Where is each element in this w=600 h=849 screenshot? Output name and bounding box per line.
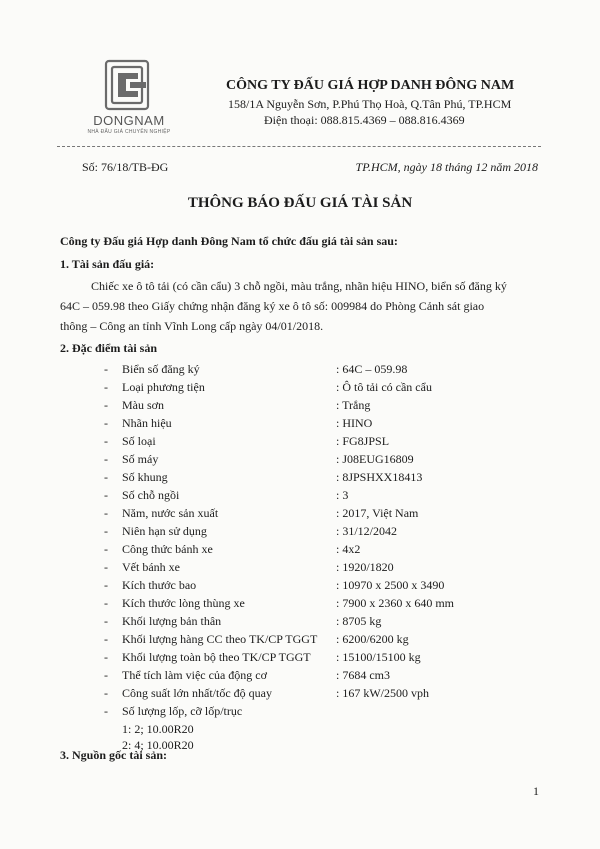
spec-label: Số máy — [122, 452, 159, 466]
spec-bullet: - — [104, 704, 108, 718]
logo-name: DONGNAM — [93, 113, 165, 128]
spec-bullet: - — [104, 668, 108, 682]
spec-bullet: - — [104, 506, 108, 520]
spec-value: : 3 — [336, 488, 349, 502]
spec-label: Kích thước lòng thùng xe — [122, 596, 245, 610]
spec-row — [0, 432, 600, 450]
spec-value: : 10970 x 2500 x 3490 — [336, 578, 445, 592]
header-divider — [57, 146, 541, 147]
spec-bullet: - — [104, 524, 108, 538]
spec-value: : Trắng — [336, 398, 371, 412]
asset-description-line: thông – Công an tỉnh Vĩnh Long cấp ngày 04/01/2018. — [60, 319, 324, 333]
spec-label: Nhãn hiệu — [122, 416, 172, 430]
spec-value: : 167 kW/2500 vph — [336, 686, 429, 700]
spec-value: : 64C – 059.98 — [336, 362, 408, 376]
spec-bullet: - — [104, 542, 108, 556]
spec-value: : HINO — [336, 416, 373, 430]
spec-label: Loại phương tiện — [122, 380, 205, 394]
spec-bullet: - — [104, 686, 108, 700]
spec-value: : 2017, Việt Nam — [336, 506, 419, 520]
spec-row — [0, 702, 600, 720]
spec-row — [0, 594, 600, 612]
spec-label: Niên hạn sử dụng — [122, 524, 207, 538]
spec-label: Công thức bánh xe — [122, 542, 213, 556]
spec-row — [0, 414, 600, 432]
spec-bullet: - — [104, 452, 108, 466]
spec-value: : 8JPSHXX18413 — [336, 470, 423, 484]
spec-bullet: - — [104, 650, 108, 664]
spec-value: : FG8JPSL — [336, 434, 390, 448]
spec-row — [0, 522, 600, 540]
spec-label: Màu sơn — [122, 398, 165, 412]
spec-label: Vết bánh xe — [122, 560, 180, 574]
spec-bullet: - — [104, 416, 108, 430]
spec-row — [0, 684, 600, 702]
asset-description-line: Chiếc xe ô tô tải (có cần cẩu) 3 chỗ ngồi, màu trắng, nhãn hiệu HINO, biển số đăng ký — [91, 279, 507, 293]
spec-value: : Ô tô tải có cần cẩu — [336, 380, 432, 394]
spec-bullet: - — [104, 434, 108, 448]
spec-label: Biển số đăng ký — [122, 362, 200, 376]
spec-row — [0, 612, 600, 630]
section-3-heading: 3. Nguồn gốc tài sản: — [60, 748, 168, 762]
spec-row — [0, 648, 600, 666]
spec-bullet: - — [104, 488, 108, 502]
spec-row — [0, 540, 600, 558]
spec-label: Số lượng lốp, cỡ lốp/trục — [122, 704, 243, 718]
section-1-heading: 1. Tài sản đấu giá: — [60, 257, 155, 271]
spec-value: : 7900 x 2360 x 640 mm — [336, 596, 455, 610]
spec-label: Số khung — [122, 470, 168, 484]
document-title: THÔNG BÁO ĐẤU GIÁ TÀI SẢN — [187, 195, 413, 211]
spec-bullet: - — [104, 578, 108, 592]
spec-row — [0, 666, 600, 684]
spec-label: Kích thước bao — [122, 578, 197, 592]
document-number: Số: 76/18/TB-ĐG — [82, 160, 169, 174]
spec-list — [0, 360, 600, 720]
spec-row — [0, 576, 600, 594]
spec-row — [0, 450, 600, 468]
spec-value: : 8705 kg — [336, 614, 382, 628]
company-phone: Điện thoại: 088.815.4369 – 088.816.4369 — [264, 113, 465, 127]
spec-bullet: - — [104, 614, 108, 628]
asset-description — [60, 276, 545, 336]
intro-text: Công ty Đấu giá Hợp danh Đông Nam tổ chức đấu giá tài sản sau: — [60, 234, 398, 248]
spec-row — [0, 360, 600, 378]
tire-axle-1: 1: 2; 10.00R20 — [122, 722, 194, 736]
spec-value: : 4x2 — [336, 542, 361, 556]
section-2-heading: 2. Đặc điểm tài sản — [60, 341, 157, 355]
spec-row — [0, 558, 600, 576]
spec-label: Thể tích làm việc của động cơ — [122, 668, 267, 682]
spec-label: Công suất lớn nhất/tốc độ quay — [122, 686, 272, 700]
spec-bullet: - — [104, 398, 108, 412]
spec-bullet: - — [104, 632, 108, 646]
spec-row — [0, 630, 600, 648]
tire-axle-2: 2: 4; 10.00R20 — [122, 738, 194, 752]
spec-value: : 1920/1820 — [336, 560, 394, 574]
spec-row — [0, 486, 600, 504]
spec-row — [0, 396, 600, 414]
asset-description-line: 64C – 059.98 theo Giấy chứng nhận đăng ký xe ô tô số: 009984 do Phòng Cảnh sát giao — [60, 299, 485, 313]
spec-row — [0, 468, 600, 486]
spec-bullet: - — [104, 362, 108, 376]
spec-bullet: - — [104, 560, 108, 574]
spec-value: : 15100/15100 kg — [336, 650, 421, 664]
logo-tagline: NHÀ ĐẤU GIÁ CHUYÊN NGHIỆP — [87, 129, 171, 135]
spec-label: Khối lượng hàng CC theo TK/CP TGGT — [122, 632, 318, 646]
spec-label: Số loại — [122, 434, 156, 448]
spec-label: Năm, nước sản xuất — [122, 506, 219, 520]
spec-label: Khối lượng bản thân — [122, 614, 222, 628]
spec-bullet: - — [104, 380, 108, 394]
company-name: CÔNG TY ĐẤU GIÁ HỢP DANH ĐÔNG NAM — [226, 78, 515, 93]
spec-value: : J08EUG16809 — [336, 452, 414, 466]
company-address: 158/1A Nguyễn Sơn, P.Phú Thọ Hoà, Q.Tân Phú, TP.HCM — [228, 97, 512, 111]
spec-label: Khối lượng toàn bộ theo TK/CP TGGT — [122, 650, 311, 664]
spec-row — [0, 378, 600, 396]
spec-value: : 7684 cm3 — [336, 668, 390, 682]
spec-label: Số chỗ ngồi — [122, 488, 180, 502]
spec-bullet: - — [104, 596, 108, 610]
dongnam-logo-icon — [92, 58, 162, 114]
document-date: TP.HCM, ngày 18 tháng 12 năm 2018 — [355, 160, 538, 174]
spec-value: : 31/12/2042 — [336, 524, 398, 538]
spec-bullet: - — [104, 470, 108, 484]
spec-value: : 6200/6200 kg — [336, 632, 409, 646]
spec-row — [0, 504, 600, 522]
page-number: 1 — [533, 784, 539, 798]
